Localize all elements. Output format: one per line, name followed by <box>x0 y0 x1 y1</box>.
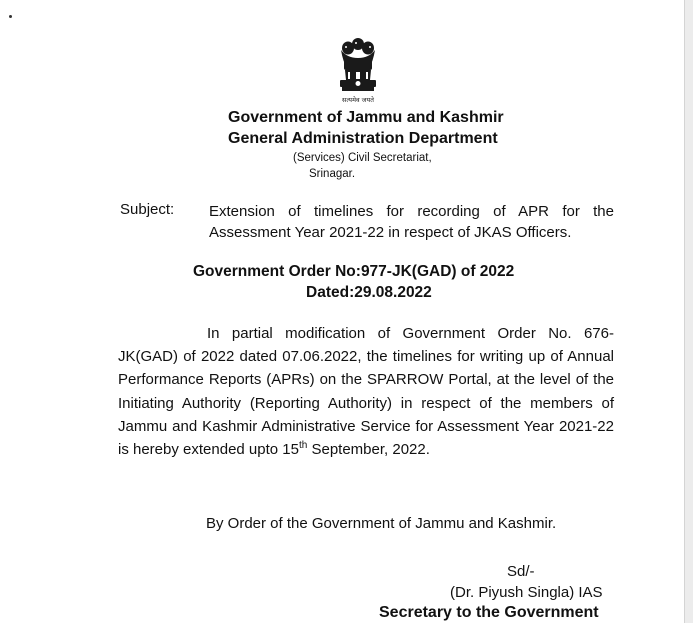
address-line-1: (Services) Civil Secretariat, <box>293 152 432 164</box>
state-emblem-icon <box>335 36 381 108</box>
by-order-line: By Order of the Government of Jammu and Kashmir. <box>206 515 557 532</box>
body-text: In partial modification of Government Order No. 676-JK(GAD) of 2022 dated 07.06.2022, the timelines for writing up of Annual Performance Reports (APRs) on the SPARROW Portal, at the level of the Initiating Authority (Reporting Authority) in respect of the members of Jammu and Kashmir Administrative Service for Assessment Year 2021-22 is hereby extended upto 15 <box>118 325 614 459</box>
subject-label: Subject: <box>120 201 175 218</box>
emblem-motto: सत्यमेव जयते <box>342 96 374 104</box>
signatory-designation: Secretary to the Government <box>379 604 599 621</box>
signed-mark: Sd/- <box>507 563 535 580</box>
department-title: General Administration Department <box>228 130 498 147</box>
body-superscript: th <box>298 440 308 452</box>
order-number: Government Order No:977-JK(GAD) of 2022 <box>193 263 515 280</box>
scan-mark <box>9 15 12 18</box>
signatory-name: (Dr. Piyush Singla) IAS <box>450 584 603 601</box>
subject-text: Extension of timelines for recording of APR for the Assessment Year 2021-22 in respect of JKAS Officers. <box>209 203 614 241</box>
order-date: Dated:29.08.2022 <box>306 284 432 301</box>
order-body-paragraph <box>118 322 614 461</box>
address-line-2: Srinagar. <box>309 168 356 180</box>
page-edge <box>684 0 693 623</box>
government-title: Government of Jammu and Kashmir <box>228 109 504 126</box>
body-text-end: September, 2022. <box>307 441 430 459</box>
